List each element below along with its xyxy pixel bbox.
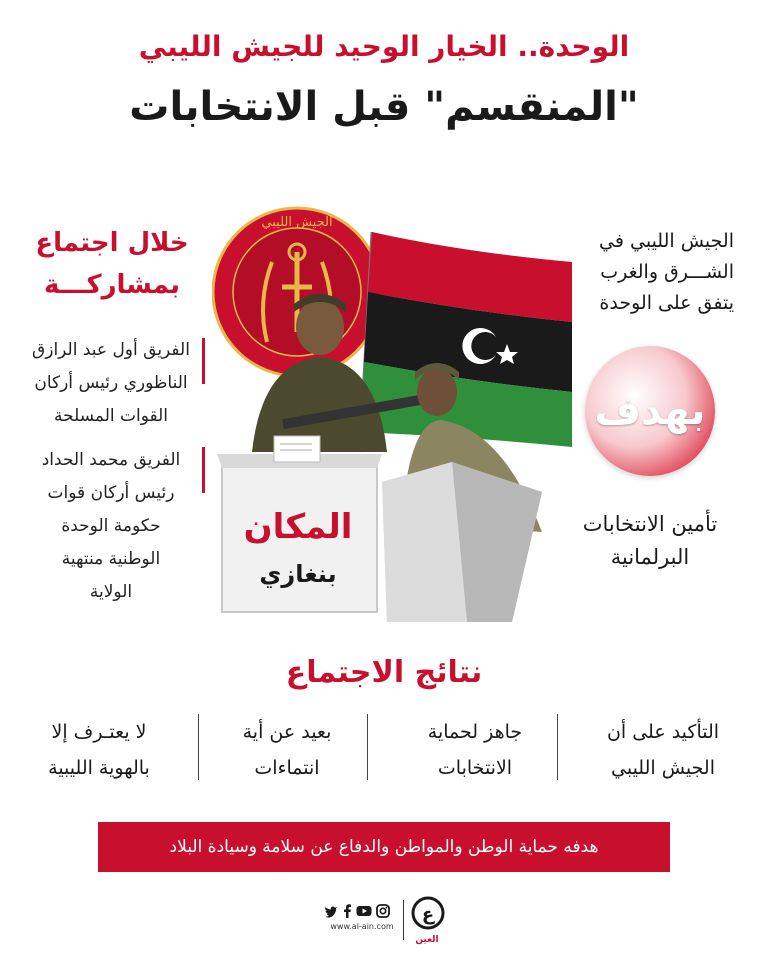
participant-2 — [22, 444, 200, 609]
goal-badge — [585, 346, 715, 476]
result-divider — [367, 714, 368, 780]
youtube-icon[interactable] — [356, 904, 372, 918]
goal-line: البرلمانية — [610, 545, 690, 569]
agreement-line: يتفق على الوحدة — [599, 292, 734, 314]
participant-2-line: الوطنية منتهية — [61, 549, 161, 569]
participant-1-line: الناظوري رئيس أركان — [34, 373, 188, 393]
result-item — [400, 714, 550, 786]
concrete-barrier-icon — [382, 462, 542, 622]
participant-1-bar — [202, 338, 205, 384]
mission-banner — [98, 822, 670, 872]
result-line: لا يعتـرف إلا — [51, 721, 147, 743]
result-line: بعيد عن أية — [242, 721, 332, 743]
result-line: جاهز لحماية — [427, 721, 523, 743]
goal-line: تأمين الانتخابات — [582, 512, 718, 536]
participants-heading-line: خلال اجتماع — [35, 228, 189, 258]
army-emblem-icon — [213, 208, 381, 376]
participant-1 — [22, 334, 200, 433]
agreement-line: الشـــرق والغرب — [600, 261, 734, 283]
place-title: المكان — [243, 507, 353, 547]
participant-1-line: القوات المسلحة — [53, 406, 169, 426]
agreement-line: الجيش الليبي في — [599, 230, 734, 252]
website-url[interactable]: www.al-ain.com — [330, 922, 394, 931]
result-item — [212, 714, 362, 786]
result-line: التأكيد على أن — [606, 721, 720, 743]
instagram-icon[interactable] — [376, 904, 390, 918]
participant-1-line: الفريق أول عبد الرازق — [32, 340, 190, 360]
participant-2-bar — [202, 447, 205, 493]
result-line: انتماءات — [254, 757, 320, 779]
result-divider — [557, 714, 558, 780]
footer-divider — [403, 900, 404, 940]
participant-2-line: الفريق محمد الحداد — [41, 450, 181, 470]
goal-text — [560, 508, 740, 574]
facebook-icon[interactable] — [342, 904, 352, 918]
title-line-1: الوحدة.. الخيار الوحيد للجيش الليبي — [138, 30, 630, 63]
results-title: نتائج الاجتماع — [285, 655, 483, 690]
illustration — [212, 192, 572, 622]
participant-2-line: رئيس أركان قوات — [47, 483, 175, 503]
title-line-2: "المنقسم" قبل الانتخابات — [129, 84, 639, 130]
emblem-text: الجيش الليبي — [261, 215, 333, 230]
logo-label: العين — [415, 935, 439, 945]
mission-banner-text: هدفه حماية الوطن والمواطن والدفاع عن سلامة وسيادة البلاد — [169, 837, 599, 857]
result-line: بالهوية الليبية — [48, 757, 150, 779]
place-name: بنغازي — [259, 560, 337, 588]
result-line: الانتخابات — [437, 757, 513, 779]
result-item — [24, 714, 174, 786]
result-item — [588, 714, 738, 786]
participants-heading — [26, 222, 198, 306]
logo-glyph: ع — [421, 904, 435, 925]
result-line: الجيش الليبي — [611, 757, 715, 779]
agreement-text — [534, 226, 734, 319]
participant-2-line: حكومة الوحدة — [61, 516, 161, 536]
twitter-icon[interactable] — [324, 904, 338, 918]
social-icons — [324, 903, 396, 919]
participant-2-line: الولاية — [89, 582, 133, 602]
participants-heading-line: بمشاركـــة — [44, 270, 180, 300]
result-divider — [198, 714, 199, 780]
goal-label: بهدف — [594, 388, 706, 434]
